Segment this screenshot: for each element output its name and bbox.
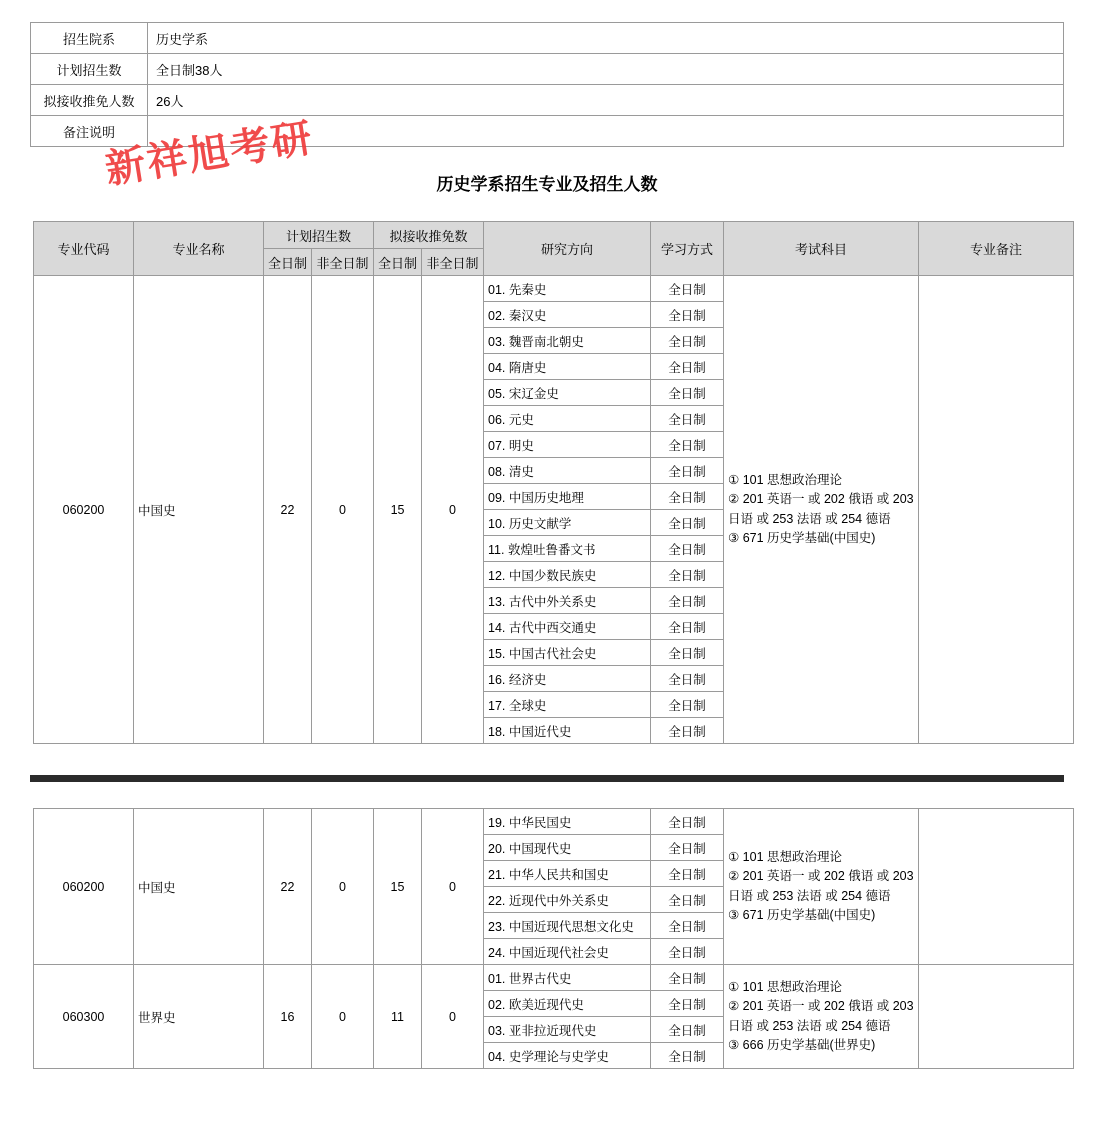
- study-mode: 全日制: [651, 458, 724, 484]
- exam-subjects: ① 101 思想政治理论 ② 201 英语一 或 202 俄语 或 203 日语 或 253 法语 或 254 德语 ③ 671 历史学基础(中国史): [724, 809, 919, 965]
- study-mode: 全日制: [651, 887, 724, 913]
- study-mode: 全日制: [651, 965, 724, 991]
- major-code: 060200: [34, 809, 134, 965]
- research-direction: 19. 中华民国史: [484, 809, 651, 835]
- research-direction: 02. 欧美近现代史: [484, 991, 651, 1017]
- study-mode: 全日制: [651, 614, 724, 640]
- table-row: [34, 965, 1074, 991]
- research-direction: 21. 中华人民共和国史: [484, 861, 651, 887]
- research-direction: 22. 近现代中外关系史: [484, 887, 651, 913]
- major-remark: [919, 965, 1074, 1069]
- research-direction: 24. 中国近现代社会史: [484, 939, 651, 965]
- research-direction: 08. 清史: [484, 458, 651, 484]
- plan-parttime: 0: [312, 965, 374, 1069]
- tuimian-fulltime: 15: [374, 809, 422, 965]
- major-name: 世界史: [134, 965, 264, 1069]
- study-mode: 全日制: [651, 406, 724, 432]
- study-mode: 全日制: [651, 939, 724, 965]
- research-direction: 15. 中国古代社会史: [484, 640, 651, 666]
- research-direction: 17. 全球史: [484, 692, 651, 718]
- research-direction: 04. 隋唐史: [484, 354, 651, 380]
- plan-fulltime: 22: [264, 276, 312, 744]
- header-plan-part: 非全日制: [312, 249, 374, 276]
- info-label: 拟接收推免人数: [31, 85, 148, 116]
- header-name: 专业名称: [134, 222, 264, 276]
- header-study-mode: 学习方式: [651, 222, 724, 276]
- table-header-row: [34, 222, 1074, 249]
- research-direction: 01. 先秦史: [484, 276, 651, 302]
- tuimian-parttime: 0: [422, 965, 484, 1069]
- research-direction: 01. 世界古代史: [484, 965, 651, 991]
- study-mode: 全日制: [651, 484, 724, 510]
- table-row: [31, 85, 1064, 116]
- info-value: 全日制38人: [148, 54, 1064, 85]
- major-name: 中国史: [134, 276, 264, 744]
- research-direction: 18. 中国近代史: [484, 718, 651, 744]
- table-row: [34, 276, 1074, 302]
- study-mode: 全日制: [651, 380, 724, 406]
- table-row: [34, 809, 1074, 835]
- research-direction: 12. 中国少数民族史: [484, 562, 651, 588]
- study-mode: 全日制: [651, 666, 724, 692]
- research-direction: 09. 中国历史地理: [484, 484, 651, 510]
- info-value: 26人: [148, 85, 1064, 116]
- exam-subjects: ① 101 思想政治理论 ② 201 英语一 或 202 俄语 或 203 日语 或 253 法语 或 254 德语 ③ 671 历史学基础(中国史): [724, 276, 919, 744]
- study-mode: 全日制: [651, 861, 724, 887]
- tuimian-fulltime: 11: [374, 965, 422, 1069]
- tuimian-fulltime: 15: [374, 276, 422, 744]
- research-direction: 04. 史学理论与史学史: [484, 1043, 651, 1069]
- research-direction: 16. 经济史: [484, 666, 651, 692]
- research-direction: 03. 亚非拉近现代史: [484, 1017, 651, 1043]
- study-mode: 全日制: [651, 809, 724, 835]
- research-direction: 11. 敦煌吐鲁番文书: [484, 536, 651, 562]
- info-label: 招生院系: [31, 23, 148, 54]
- page-separator: [30, 775, 1064, 782]
- info-label: 计划招生数: [31, 54, 148, 85]
- study-mode: 全日制: [651, 510, 724, 536]
- info-label: 备注说明: [31, 116, 148, 147]
- majors-table-part1: [33, 221, 1074, 744]
- study-mode: 全日制: [651, 354, 724, 380]
- major-remark: [919, 809, 1074, 965]
- study-mode: 全日制: [651, 432, 724, 458]
- major-code: 060300: [34, 965, 134, 1069]
- header-tuimian-part: 非全日制: [422, 249, 484, 276]
- table-row: [31, 23, 1064, 54]
- study-mode: 全日制: [651, 536, 724, 562]
- research-direction: 23. 中国近现代思想文化史: [484, 913, 651, 939]
- plan-parttime: 0: [312, 276, 374, 744]
- tuimian-parttime: 0: [422, 809, 484, 965]
- majors-table-part2: [33, 808, 1074, 1069]
- header-direction: 研究方向: [484, 222, 651, 276]
- study-mode: 全日制: [651, 991, 724, 1017]
- header-code: 专业代码: [34, 222, 134, 276]
- research-direction: 10. 历史文献学: [484, 510, 651, 536]
- exam-subjects: ① 101 思想政治理论 ② 201 英语一 或 202 俄语 或 203 日语 或 253 法语 或 254 德语 ③ 666 历史学基础(世界史): [724, 965, 919, 1069]
- research-direction: 06. 元史: [484, 406, 651, 432]
- study-mode: 全日制: [651, 328, 724, 354]
- watermark-text: 新祥旭考研: [102, 114, 317, 194]
- header-tuimian-group: 拟接收推免数: [374, 222, 484, 249]
- header-remark: 专业备注: [919, 222, 1074, 276]
- header-exam-subjects: 考试科目: [724, 222, 919, 276]
- research-direction: 05. 宋辽金史: [484, 380, 651, 406]
- major-code: 060200: [34, 276, 134, 744]
- plan-fulltime: 22: [264, 809, 312, 965]
- research-direction: 03. 魏晋南北朝史: [484, 328, 651, 354]
- research-direction: 20. 中国现代史: [484, 835, 651, 861]
- table-row: [31, 54, 1064, 85]
- study-mode: 全日制: [651, 562, 724, 588]
- info-value: 历史学系: [148, 23, 1064, 54]
- major-name: 中国史: [134, 809, 264, 965]
- research-direction: 13. 古代中外关系史: [484, 588, 651, 614]
- study-mode: 全日制: [651, 1017, 724, 1043]
- research-direction: 02. 秦汉史: [484, 302, 651, 328]
- study-mode: 全日制: [651, 588, 724, 614]
- plan-parttime: 0: [312, 809, 374, 965]
- major-remark: [919, 276, 1074, 744]
- research-direction: 07. 明史: [484, 432, 651, 458]
- research-direction: 14. 古代中西交通史: [484, 614, 651, 640]
- header-tuimian-full: 全日制: [374, 249, 422, 276]
- study-mode: 全日制: [651, 1043, 724, 1069]
- header-plan-group: 计划招生数: [264, 222, 374, 249]
- study-mode: 全日制: [651, 302, 724, 328]
- study-mode: 全日制: [651, 692, 724, 718]
- study-mode: 全日制: [651, 718, 724, 744]
- header-plan-full: 全日制: [264, 249, 312, 276]
- page-title: 历史学系招生专业及招生人数: [436, 175, 658, 194]
- tuimian-parttime: 0: [422, 276, 484, 744]
- study-mode: 全日制: [651, 640, 724, 666]
- plan-fulltime: 16: [264, 965, 312, 1069]
- study-mode: 全日制: [651, 913, 724, 939]
- study-mode: 全日制: [651, 276, 724, 302]
- study-mode: 全日制: [651, 835, 724, 861]
